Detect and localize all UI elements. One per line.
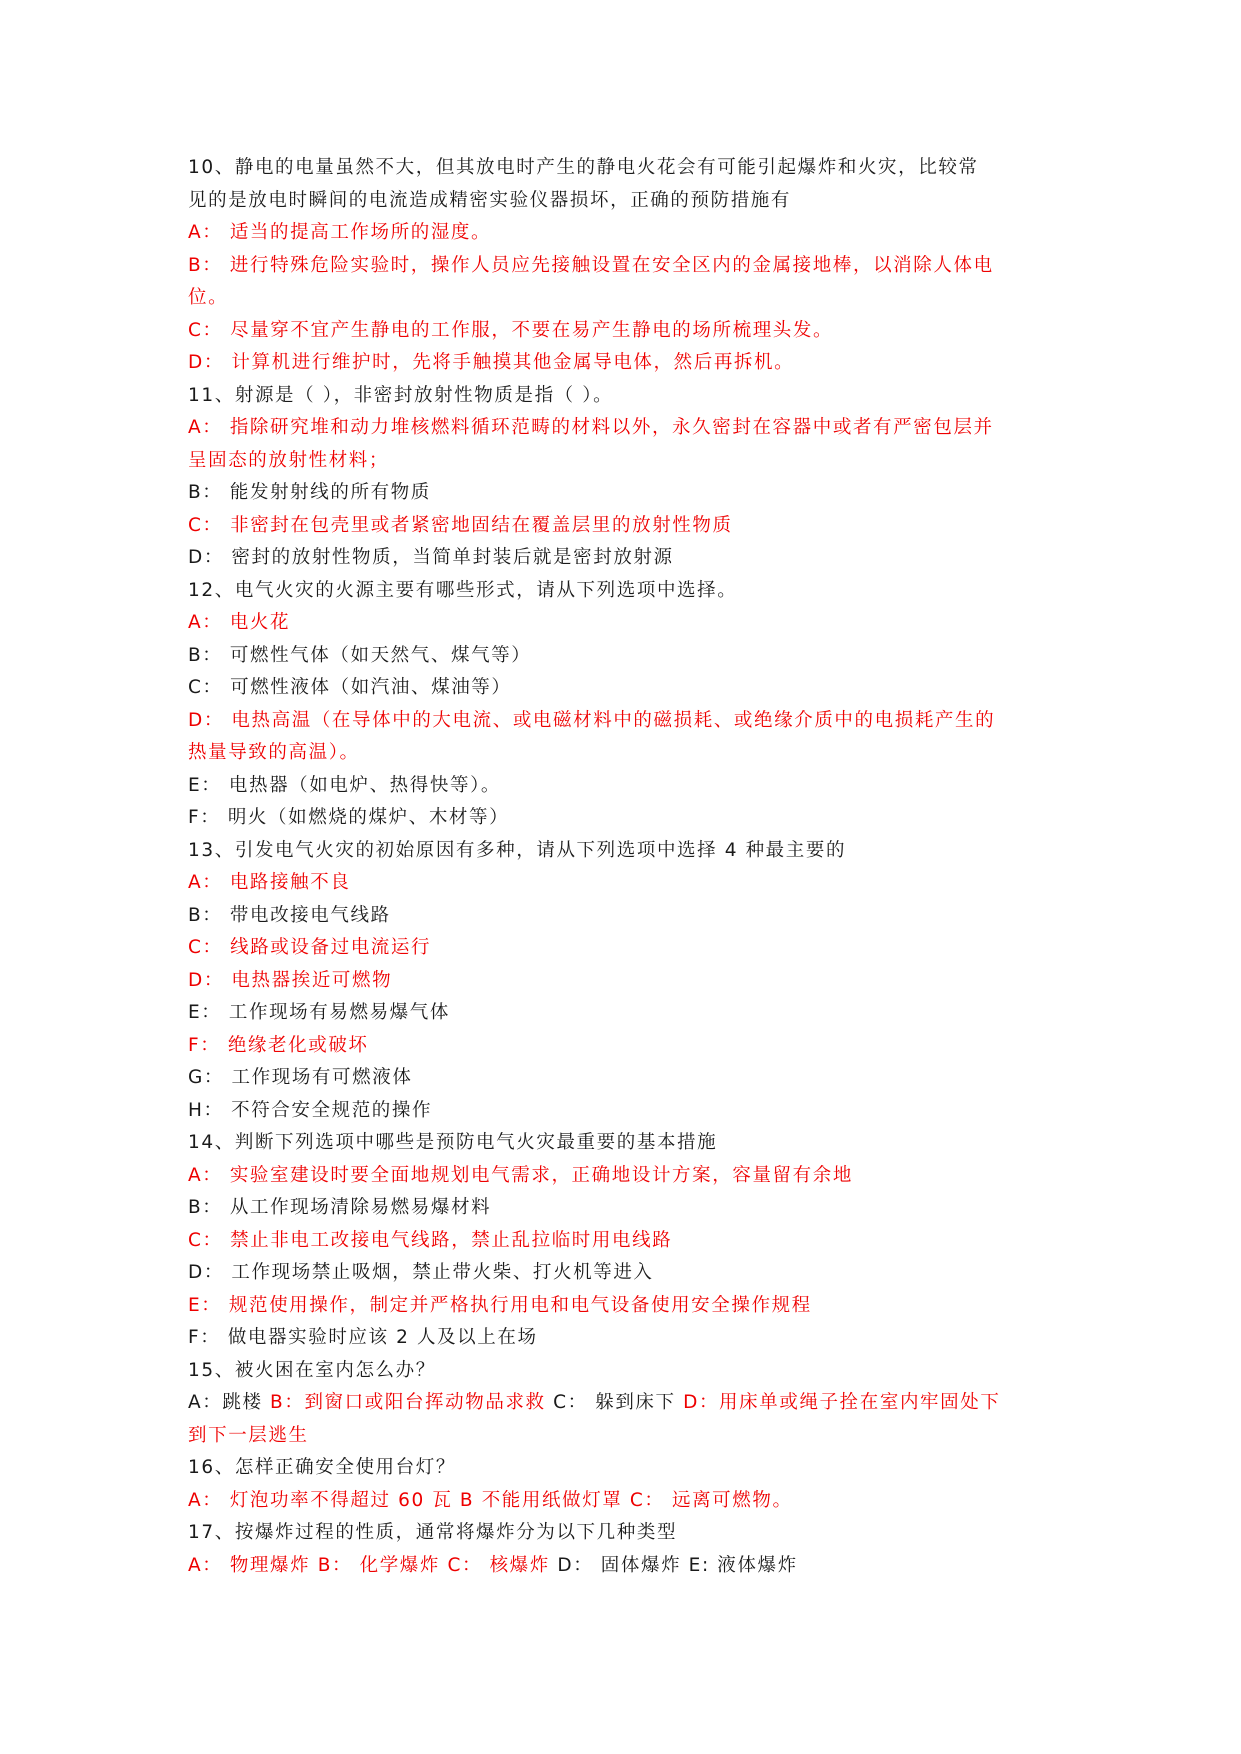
body-text: 14、判断下列选项中哪些是预防电气火灾最重要的基本措施 bbox=[188, 1132, 718, 1153]
answer-text: 热量导致的高温）。 bbox=[188, 742, 360, 763]
body-text: D： 固体爆炸 E: 液体爆炸 bbox=[557, 1554, 798, 1576]
option-line bbox=[188, 185, 1058, 218]
answer-text: E： 规范使用操作，制定并严格执行用电和电气设备使用安全操作规程 bbox=[188, 1294, 812, 1316]
body-text: B： 能发射射线的所有物质 bbox=[188, 482, 431, 503]
option-line bbox=[188, 1550, 1058, 1583]
question-block bbox=[188, 152, 1058, 380]
question-text bbox=[188, 1127, 1058, 1160]
question-block bbox=[188, 575, 1058, 835]
body-text: 10、静电的电量虽然不大，但其放电时产生的静电火花会有可能引起爆炸和火灾，比较常 bbox=[188, 157, 979, 178]
question-text bbox=[188, 380, 1058, 413]
option-line bbox=[188, 1485, 1058, 1518]
option-line bbox=[188, 705, 1058, 738]
body-text: C： 可燃性液体（如汽油、煤油等） bbox=[188, 677, 512, 698]
option-line bbox=[188, 932, 1058, 965]
document-body bbox=[188, 152, 1058, 1582]
option-line bbox=[188, 672, 1058, 705]
option-line bbox=[188, 900, 1058, 933]
body-text: 16、怎样正确安全使用台灯？ bbox=[188, 1457, 456, 1478]
option-line bbox=[188, 1387, 1058, 1420]
option-line bbox=[188, 1290, 1058, 1323]
question-text bbox=[188, 1517, 1058, 1550]
option-line bbox=[188, 477, 1058, 510]
answer-text: A： 实验室建设时要全面地规划电气需求，正确地设计方案，容量留有余地 bbox=[188, 1164, 853, 1186]
answer-text: D： 计算机进行维护时，先将手触摸其他金属导电体，然后再拆机。 bbox=[188, 352, 795, 373]
option-line bbox=[188, 737, 1058, 770]
option-line bbox=[188, 347, 1058, 380]
answer-text: A： 电路接触不良 bbox=[188, 872, 351, 893]
option-line bbox=[188, 867, 1058, 900]
question-block bbox=[188, 1517, 1058, 1582]
body-text: D： 工作现场禁止吸烟，禁止带火柴、打火机等进入 bbox=[188, 1262, 654, 1283]
option-line bbox=[188, 315, 1058, 348]
option-line bbox=[188, 510, 1058, 543]
option-line bbox=[188, 1322, 1058, 1355]
body-text: F： 明火（如燃烧的煤炉、木材等） bbox=[188, 807, 510, 828]
body-text: B： 从工作现场清除易燃易爆材料 bbox=[188, 1197, 492, 1218]
option-line bbox=[188, 997, 1058, 1030]
body-text: A：跳楼 bbox=[188, 1392, 271, 1413]
option-line bbox=[188, 1030, 1058, 1063]
body-text: 15、被火困在室内怎么办？ bbox=[188, 1359, 436, 1381]
question-text bbox=[188, 1355, 1058, 1388]
body-text: 11、射源是（ ），非密封放射性物质是指（ ）。 bbox=[188, 384, 614, 406]
body-text: F： 做电器实验时应该 2 人及以上在场 bbox=[188, 1327, 538, 1348]
answer-text: A： 灯泡功率不得超过 60 瓦 B 不能用纸做灯罩 C： 远离可燃物。 bbox=[188, 1489, 793, 1511]
answer-text: A： 电火花 bbox=[188, 612, 291, 633]
answer-text: 到下一层逃生 bbox=[188, 1424, 309, 1446]
body-text: D： 密封的放射性物质，当简单封装后就是密封放射源 bbox=[188, 547, 674, 568]
body-text: E： 工作现场有易燃易爆气体 bbox=[188, 1002, 450, 1023]
answer-text: C： 尽量穿不宜产生静电的工作服，不要在易产生静电的场所梳理头发。 bbox=[188, 319, 834, 341]
question-text bbox=[188, 575, 1058, 608]
body-text: E： 电热器（如电炉、热得快等）。 bbox=[188, 774, 502, 796]
body-text: H： 不符合安全规范的操作 bbox=[188, 1099, 433, 1121]
answer-text: D： 电热高温（在导体中的大电流、或电磁材料中的磁损耗、或绝缘介质中的电损耗产生的 bbox=[188, 709, 996, 731]
answer-text: 呈固态的放射性材料； bbox=[188, 449, 390, 471]
answer-text: A： 物理爆炸 B： 化学爆炸 C： 核爆炸 bbox=[188, 1554, 558, 1576]
option-line bbox=[188, 965, 1058, 998]
option-line bbox=[188, 1420, 1058, 1453]
question-text bbox=[188, 1452, 1058, 1485]
option-line bbox=[188, 1257, 1058, 1290]
option-line bbox=[188, 542, 1058, 575]
question-block bbox=[188, 1452, 1058, 1517]
question-block bbox=[188, 380, 1058, 575]
option-line bbox=[188, 607, 1058, 640]
answer-text: C： 线路或设备过电流运行 bbox=[188, 937, 432, 958]
option-line bbox=[188, 1062, 1058, 1095]
option-line bbox=[188, 412, 1058, 445]
option-line bbox=[188, 640, 1058, 673]
question-text bbox=[188, 152, 1058, 185]
body-text: B： 带电改接电气线路 bbox=[188, 904, 391, 926]
option-line bbox=[188, 1225, 1058, 1258]
answer-text: A： 适当的提高工作场所的湿度。 bbox=[188, 222, 492, 243]
answer-text: A： 指除研究堆和动力堆核燃料循环范畴的材料以外，永久密封在容器中或者有严密包层并 bbox=[188, 417, 994, 438]
body-text: C： 躲到床下 bbox=[553, 1392, 684, 1413]
answer-text: C： 非密封在包壳里或者紧密地固结在覆盖层里的放射性物质 bbox=[188, 514, 733, 536]
body-text: B： 可燃性气体（如天然气、煤气等） bbox=[188, 644, 532, 666]
body-text: G： 工作现场有可燃液体 bbox=[188, 1067, 413, 1088]
body-text: 13、引发电气火灾的初始原因有多种，请从下列选项中选择 4 种最主要的 bbox=[188, 839, 847, 861]
answer-text: B：到窗口或阳台挥动物品求救 bbox=[270, 1392, 554, 1413]
option-line bbox=[188, 770, 1058, 803]
body-text: 17、按爆炸过程的性质，通常将爆炸分为以下几种类型 bbox=[188, 1522, 678, 1543]
answer-text: B： 进行特殊危险实验时，操作人员应先接触设置在安全区内的金属接地棒，以消除人体电 bbox=[188, 254, 994, 276]
option-line bbox=[188, 282, 1058, 315]
option-line bbox=[188, 1160, 1058, 1193]
question-block bbox=[188, 1355, 1058, 1453]
question-block bbox=[188, 835, 1058, 1128]
question-text bbox=[188, 835, 1058, 868]
option-line bbox=[188, 217, 1058, 250]
option-line bbox=[188, 802, 1058, 835]
answer-text: 位。 bbox=[188, 287, 229, 308]
answer-text: F： 绝缘老化或破坏 bbox=[188, 1034, 369, 1056]
option-line bbox=[188, 1192, 1058, 1225]
answer-text: C： 禁止非电工改接电气线路，禁止乱拉临时用电线路 bbox=[188, 1229, 673, 1251]
body-text: 见的是放电时瞬间的电流造成精密实验仪器损坏，正确的预防措施有 bbox=[188, 189, 792, 211]
answer-text: D：用床单或绳子拴在室内牢固处下 bbox=[683, 1392, 1001, 1413]
answer-text: D： 电热器挨近可燃物 bbox=[188, 969, 393, 991]
option-line bbox=[188, 1095, 1058, 1128]
option-line bbox=[188, 250, 1058, 283]
option-line bbox=[188, 445, 1058, 478]
body-text: 12、电气火灾的火源主要有哪些形式，请从下列选项中选择。 bbox=[188, 579, 738, 601]
question-block bbox=[188, 1127, 1058, 1355]
